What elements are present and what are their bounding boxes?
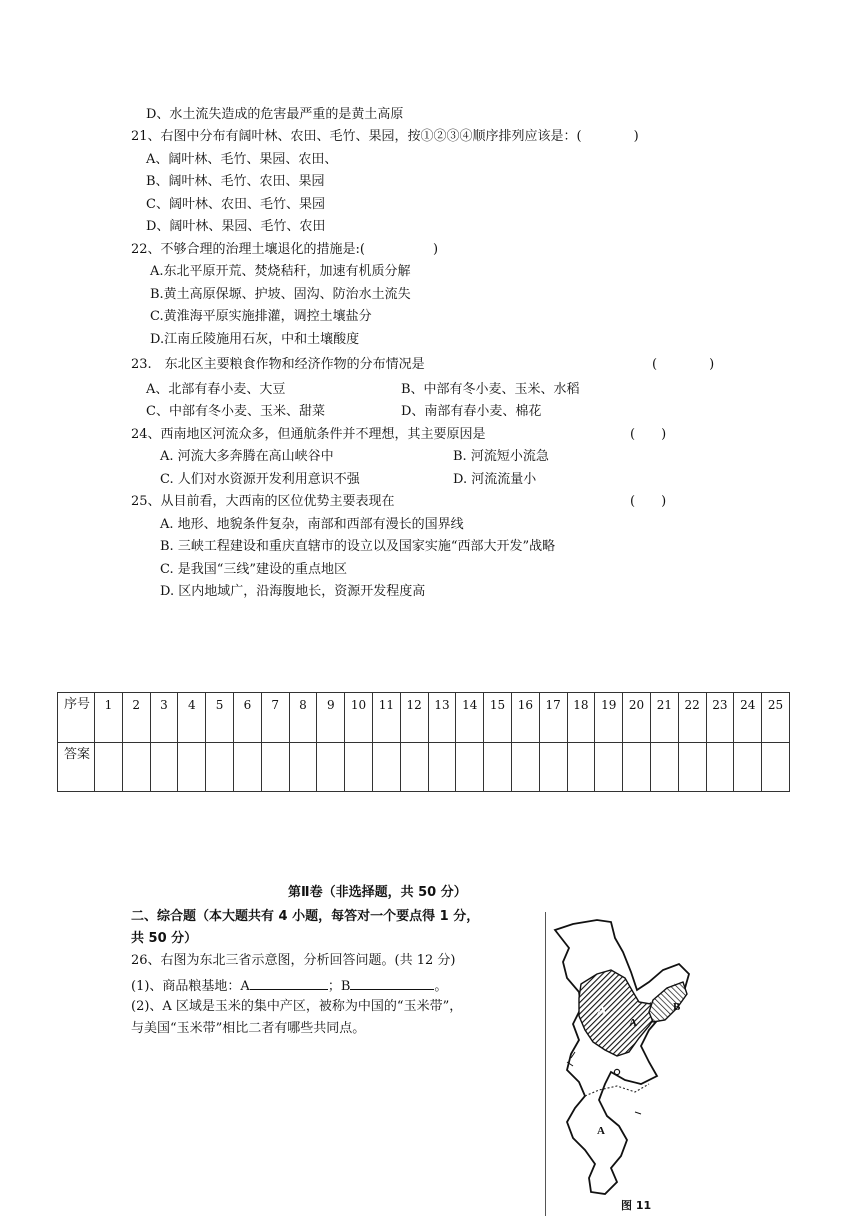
- row-label-answer: 答案: [58, 742, 95, 792]
- answer-number-cell: 6: [233, 693, 261, 743]
- q24-paren: ( ): [630, 427, 667, 442]
- q24-option-b: B. 河流短小流急: [453, 449, 549, 464]
- answer-number-cell: 22: [678, 693, 706, 743]
- part2-title: 第Ⅱ卷（非选择题，共 50 分）: [288, 885, 467, 900]
- map-frame-line: [545, 912, 546, 1216]
- answer-number-cell: 12: [400, 693, 428, 743]
- answer-cell[interactable]: [678, 742, 706, 792]
- answer-cell[interactable]: [400, 742, 428, 792]
- answer-cell[interactable]: [122, 742, 150, 792]
- q21-stem-text: 21、右图中分布有阔叶林、农田、毛竹、果园，按①②③④顺序排列应该是：(: [131, 129, 582, 144]
- section2-heading-line2: 共 50 分）: [131, 931, 198, 946]
- answer-cell[interactable]: [734, 742, 762, 792]
- q26-sub2-line2: 与美国“玉米带”相比二者有哪些共同点。: [131, 1021, 366, 1036]
- answer-table: [57, 692, 790, 792]
- q22-option-c: C.黄淮海平原实施排灌，调控土壤盐分: [150, 309, 372, 324]
- answer-number-cell: 19: [595, 693, 623, 743]
- map-label-a-small: A: [629, 1017, 637, 1029]
- q26-sub1-prefix: (1)、商品粮基地：A: [131, 979, 250, 994]
- answer-number-cell: 16: [511, 693, 539, 743]
- answer-cell[interactable]: [178, 742, 206, 792]
- answer-cell[interactable]: [372, 742, 400, 792]
- map-label-b: B: [673, 1001, 681, 1013]
- northeast-map: [545, 912, 695, 1216]
- q21-option-d: D、阔叶林、果园、毛竹、农田: [146, 219, 326, 234]
- answer-number-cell: 18: [567, 693, 595, 743]
- answer-cell[interactable]: [317, 742, 345, 792]
- answer-number-cell: 9: [317, 693, 345, 743]
- q22-option-b: B.黄土高原保塬、护坡、固沟、防治水土流失: [150, 287, 411, 302]
- answer-cell[interactable]: [762, 742, 790, 792]
- answer-cell[interactable]: [95, 742, 123, 792]
- q25-option-a: A. 地形、地貌条件复杂，南部和西部有漫长的国界线: [160, 517, 464, 532]
- answer-number-cell: 15: [484, 693, 512, 743]
- answer-number-cell: 25: [762, 693, 790, 743]
- row-label-number: 序号: [58, 693, 95, 743]
- answer-cell[interactable]: [595, 742, 623, 792]
- q22-stem: [131, 241, 438, 259]
- q24-option-d: D. 河流流量小: [453, 472, 537, 487]
- answer-number-cell: 21: [650, 693, 678, 743]
- answer-number-cell: 1: [95, 693, 123, 743]
- q23-option-c: C、中部有冬小麦、玉米、甜菜: [146, 404, 325, 419]
- q25-option-b: B. 三峡工程建设和重庆直辖市的设立以及国家实施“西部大开发”战略: [160, 539, 556, 554]
- q23-option-a: A、北部有春小麦、大豆: [146, 382, 286, 397]
- answer-cell[interactable]: [345, 742, 373, 792]
- q22-stem-text: 22、不够合理的治理土壤退化的措施是:(: [131, 242, 365, 257]
- map-label-a: A: [597, 1002, 607, 1017]
- q21-option-c: C、阔叶林、农田、毛竹、果园: [146, 197, 325, 212]
- answer-cell[interactable]: [206, 742, 234, 792]
- answer-cell[interactable]: [706, 742, 734, 792]
- q25-paren: ( ): [630, 494, 667, 509]
- answer-cell[interactable]: [456, 742, 484, 792]
- q26-sub1: [131, 975, 447, 996]
- answer-cell[interactable]: [233, 742, 261, 792]
- answer-table-number-row: [58, 693, 790, 743]
- blank-b[interactable]: [350, 975, 434, 990]
- q26-stem: 26、右图为东北三省示意图，分析回答问题。(共 12 分): [131, 953, 456, 968]
- answer-cell[interactable]: [428, 742, 456, 792]
- q24-option-a: A. 河流大多奔腾在高山峡谷中: [160, 449, 334, 464]
- q22-paren-close: ): [433, 242, 439, 257]
- q26-sub1-end: 。: [434, 979, 448, 994]
- answer-cell[interactable]: [567, 742, 595, 792]
- answer-number-cell: 5: [206, 693, 234, 743]
- answer-number-cell: 2: [122, 693, 150, 743]
- q26-sub1-mid: ；B: [327, 979, 351, 994]
- provinces-outline: [555, 920, 689, 1194]
- q24-option-c: C. 人们对水资源开发利用意识不强: [160, 472, 360, 487]
- q26-sub2-line1: (2)、A 区域是玉米的集中产区，被称为中国的“玉米带”，: [131, 999, 463, 1014]
- answer-cell[interactable]: [289, 742, 317, 792]
- q23-paren: ( ): [652, 357, 715, 372]
- answer-number-cell: 20: [623, 693, 651, 743]
- northeast-map-figure: [545, 912, 695, 1216]
- map-caption: 图 11: [621, 1199, 652, 1212]
- q21-option-a: A、阔叶林、毛竹、果园、农田、: [146, 152, 338, 167]
- answer-cell[interactable]: [511, 742, 539, 792]
- answer-number-cell: 7: [261, 693, 289, 743]
- answer-cell[interactable]: [150, 742, 178, 792]
- map-label-a-south: A: [597, 1125, 605, 1137]
- q25-option-d: D. 区内地域广，沿海腹地长，资源开发程度高: [160, 584, 426, 599]
- section2-heading-line1: 二、综合题（本大题共有 4 小题，每答对一个要点得 1 分，: [131, 909, 480, 924]
- q21-stem: [131, 128, 639, 146]
- answer-number-cell: 13: [428, 693, 456, 743]
- q23-stem: 23. 东北区主要粮食作物和经济作物的分布情况是: [131, 357, 425, 372]
- answer-number-cell: 23: [706, 693, 734, 743]
- answer-number-cell: 3: [150, 693, 178, 743]
- answer-cell[interactable]: [539, 742, 567, 792]
- answer-number-cell: 4: [178, 693, 206, 743]
- answer-number-cell: 11: [372, 693, 400, 743]
- answer-table-answer-row: [58, 742, 790, 792]
- answer-number-cell: 14: [456, 693, 484, 743]
- answer-number-cell: 10: [345, 693, 373, 743]
- answer-cell[interactable]: [261, 742, 289, 792]
- q21-paren-close: ): [633, 129, 639, 144]
- q23-option-b: B、中部有冬小麦、玉米、水稻: [401, 382, 580, 397]
- q20-option-d: D、水土流失造成的危害最严重的是黄土高原: [146, 107, 404, 122]
- answer-cell[interactable]: [484, 742, 512, 792]
- answer-number-cell: 17: [539, 693, 567, 743]
- answer-number-cell: 24: [734, 693, 762, 743]
- q22-option-d: D.江南丘陵施用石灰，中和土壤酸度: [150, 332, 360, 347]
- q25-stem: 25、从目前看，大西南的区位优势主要表现在: [131, 494, 395, 509]
- answer-number-cell: 8: [289, 693, 317, 743]
- q22-option-a: A.东北平原开荒、焚烧秸秆，加速有机质分解: [150, 264, 411, 279]
- blank-a[interactable]: [250, 975, 328, 990]
- q23-option-d: D、南部有春小麦、棉花: [401, 404, 542, 419]
- q24-stem: 24、西南地区河流众多，但通航条件并不理想，其主要原因是: [131, 427, 486, 442]
- q25-option-c: C. 是我国“三线”建设的重点地区: [160, 562, 348, 577]
- answer-cell[interactable]: [623, 742, 651, 792]
- q21-option-b: B、阔叶林、毛竹、农田、果园: [146, 174, 325, 189]
- answer-cell[interactable]: [650, 742, 678, 792]
